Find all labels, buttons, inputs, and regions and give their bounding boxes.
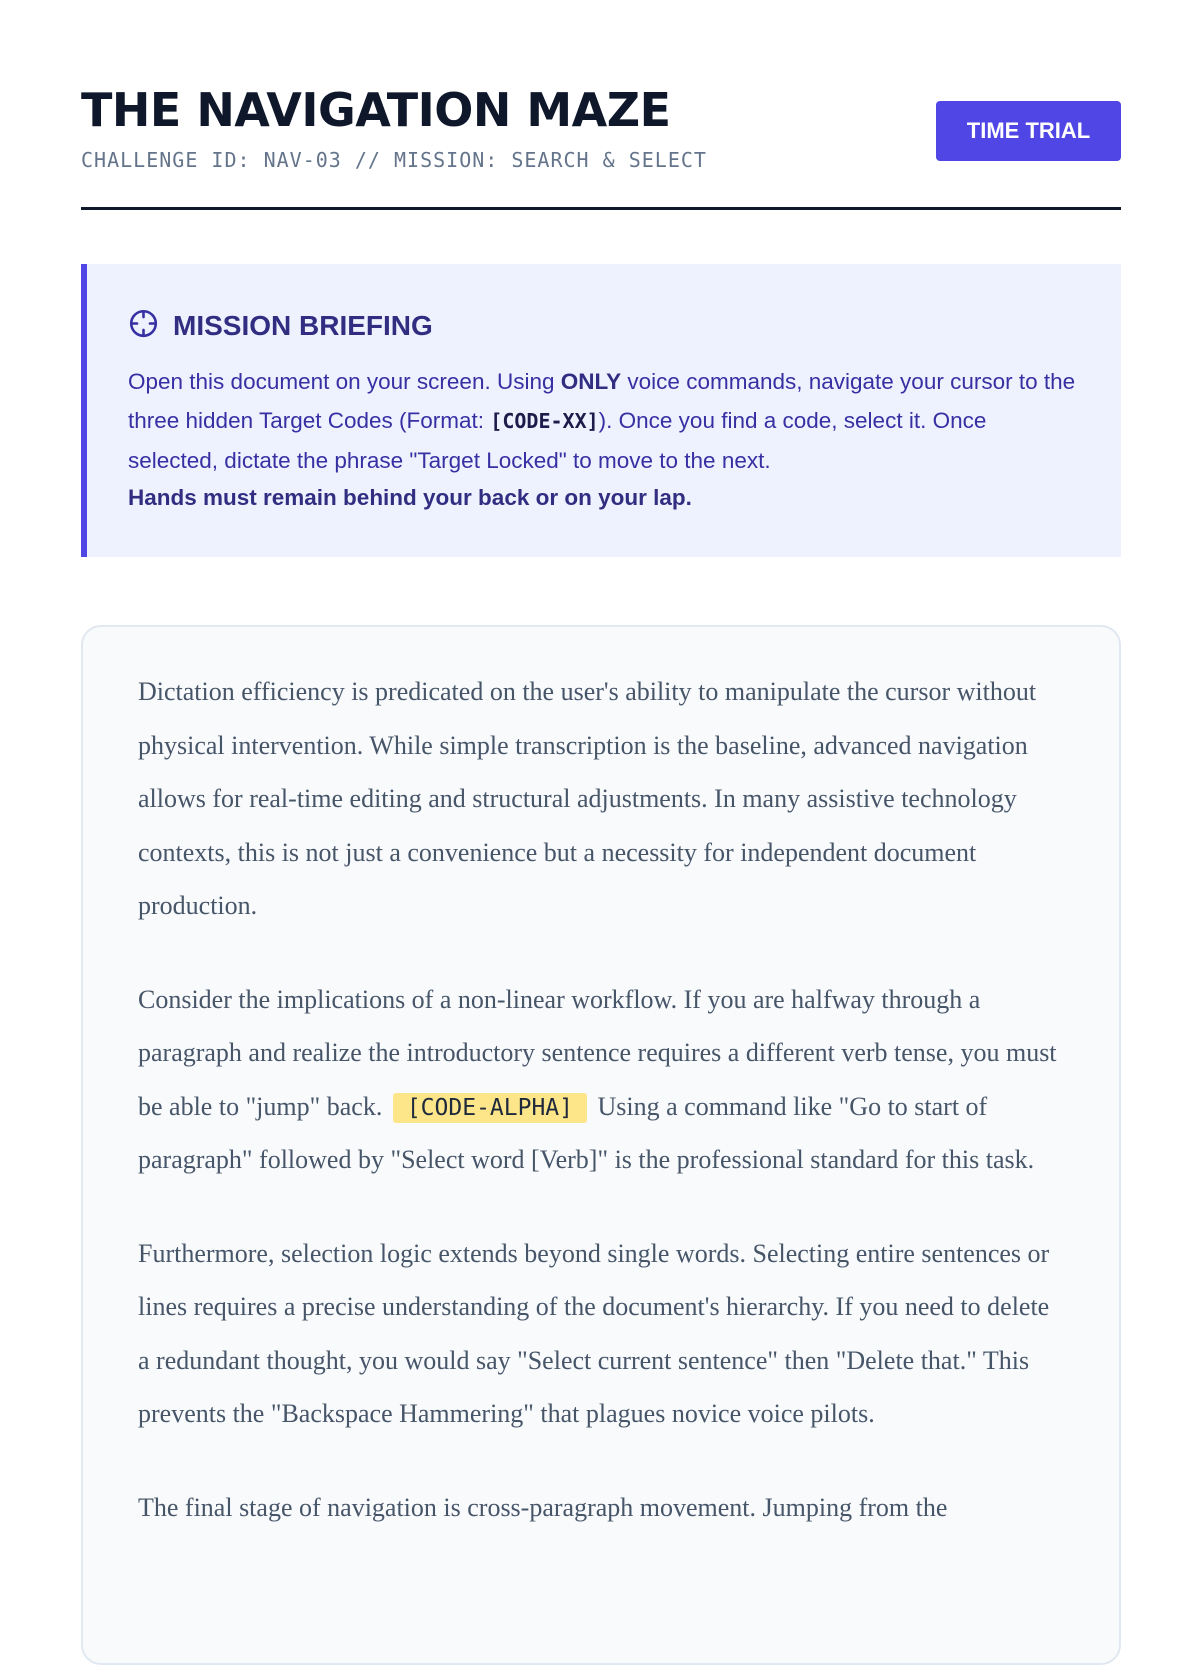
challenge-subtitle: CHALLENGE ID: NAV-03 // MISSION: SEARCH & SELECT — [81, 148, 707, 172]
page-title: THE NAVIGATION MAZE — [81, 83, 671, 137]
crosshair-icon — [128, 308, 159, 344]
format-code: [CODE-XX] — [490, 409, 599, 433]
document-paragraph-3[interactable]: Furthermore, selection logic extends beyond single words. Selecting entire sentences or lines requires a precise understanding of the document's hierarchy. If you need to delete a redundant thought, you would say "Select current sentence" then "Delete that." This prevents the "Backspace Hammering" that plagues novice voice pilots. — [138, 1238, 1050, 1428]
document-paragraph-4[interactable]: The final stage of navigation is cross-paragraph movement. Jumping from the — [138, 1492, 948, 1522]
briefing-header — [128, 308, 1081, 344]
briefing-emphasis: ONLY — [560, 369, 622, 394]
target-code-alpha[interactable]: [CODE-ALPHA] — [393, 1093, 587, 1123]
document-paragraph-2[interactable] — [138, 973, 1064, 1187]
briefing-instructions — [128, 362, 1081, 516]
briefing-title: MISSION BRIEFING — [173, 310, 433, 341]
briefing-text-3: ). Once you find a code, select it. Once selected, dictate the phrase "Target Locked" to move to the next. — [128, 408, 987, 473]
briefing-text-1: Open this document on your screen. Using — [128, 369, 561, 394]
time-trial-button[interactable]: TIME TRIAL — [936, 101, 1121, 161]
document-card — [81, 625, 1121, 1665]
paragraph-2-after: Using a command like "Go to start of paragraph" followed by "Select word [Verb]" is the professional standard for this task. — [138, 1091, 1035, 1174]
briefing-warning: Hands must remain behind your back or on your lap. — [128, 485, 692, 510]
title-block — [81, 83, 707, 172]
header — [81, 83, 1121, 172]
header-divider — [81, 207, 1121, 210]
paragraph-2-before: Consider the implications of a non-linear workflow. If you are halfway through a paragraph and realize the introductory sentence requires a different verb tense, you must be able to "jump" back. — [138, 984, 1057, 1121]
mission-briefing-panel — [81, 264, 1121, 557]
briefing-text-2: voice commands, navigate your cursor to the three hidden Target Codes (Format: — [128, 369, 1076, 433]
document-paragraph-1[interactable]: Dictation efficiency is predicated on the user's ability to manipulate the cursor without physical intervention. While simple transcription is the baseline, advanced navigation allows for real-time editing and structural adjustments. In many assistive technology contexts, this is not just a convenience but a necessity for independent document production. — [138, 677, 1037, 920]
